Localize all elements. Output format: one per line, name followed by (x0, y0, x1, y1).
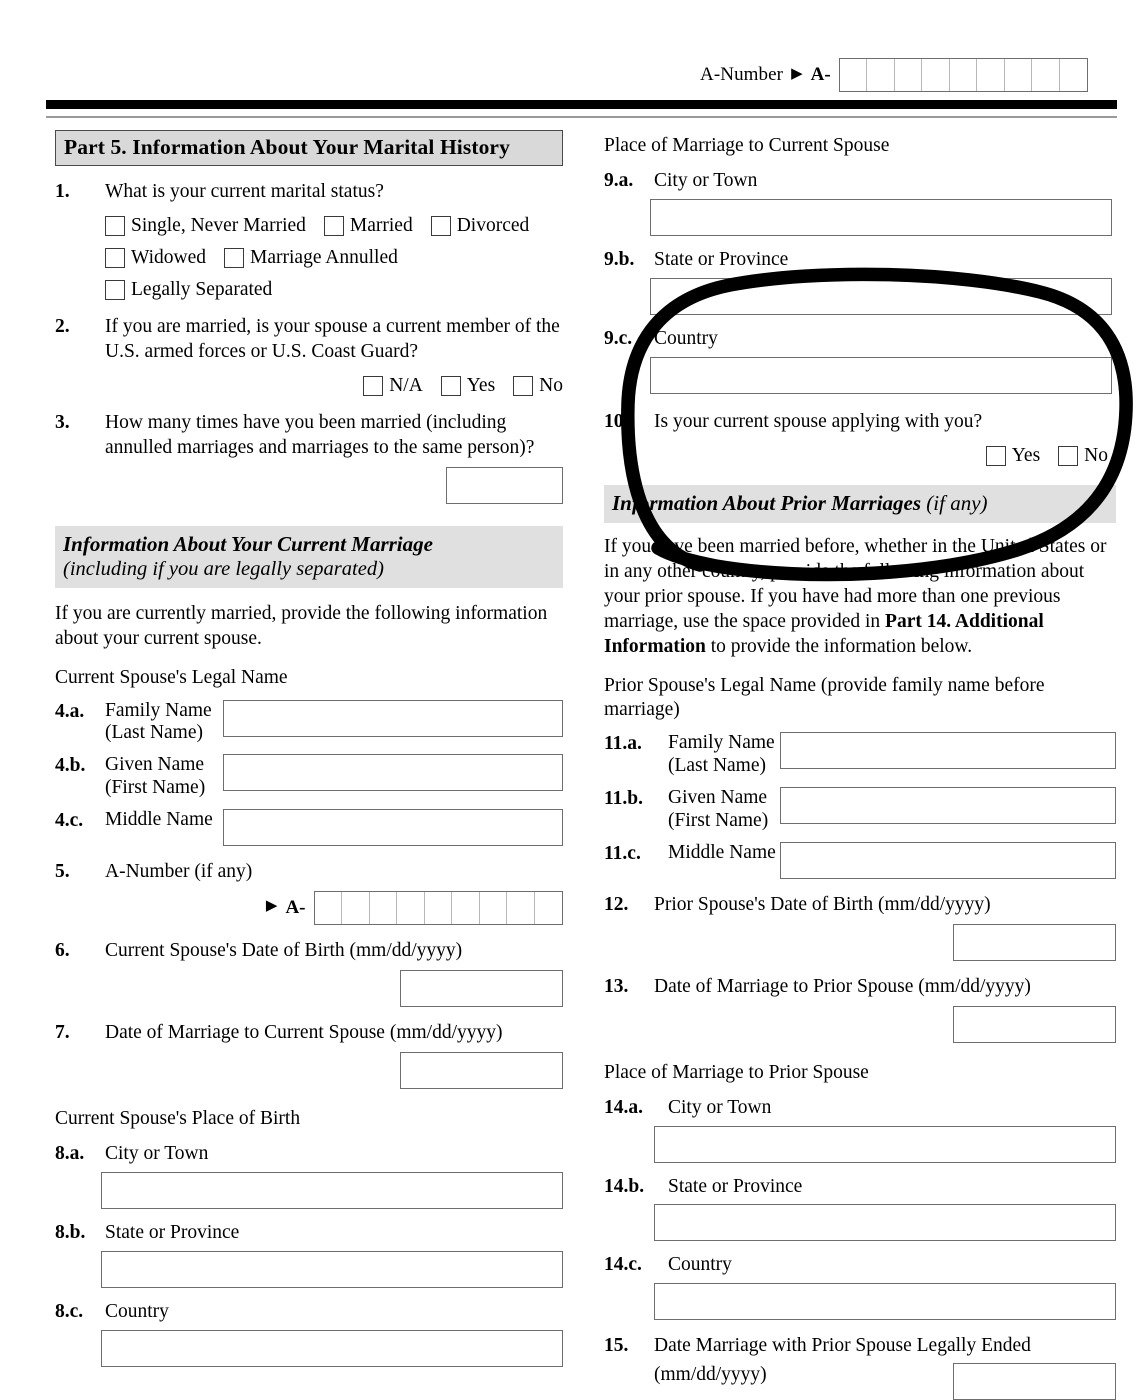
label-line-1: Family Name (668, 732, 775, 754)
question-1-number: 1. (55, 181, 70, 202)
checkbox-icon[interactable] (513, 376, 533, 396)
question-4b-number: 4.b. (55, 755, 86, 777)
label-line-1: Middle Name (668, 841, 776, 863)
label-line-1: Family Name (105, 699, 212, 721)
prior-marriages-band-line2: (if any) (926, 490, 988, 515)
question-11a (604, 732, 1116, 778)
question-15 (604, 1334, 1116, 1359)
question-5-text: A-Number (if any) (105, 860, 253, 882)
anumber-cell[interactable] (977, 59, 1005, 91)
marital-status-options-row-1 (105, 215, 563, 237)
question-8b-number: 8.b. (55, 1221, 86, 1243)
anumber-cell[interactable] (425, 892, 453, 924)
header-divider-thick (46, 100, 1117, 109)
marriage-state-input[interactable] (650, 278, 1112, 315)
question-14b-number: 14.b. (604, 1175, 645, 1197)
prior-marriage-country-input[interactable] (654, 1283, 1116, 1320)
anumber-cell[interactable] (480, 892, 508, 924)
checkbox-married[interactable] (324, 215, 413, 237)
question-11b-number: 11.b. (604, 788, 644, 810)
place-of-marriage-label: Place of Marriage to Current Spouse (604, 135, 890, 156)
question-14a-number: 14.a. (604, 1096, 643, 1118)
given-name-input[interactable] (223, 754, 563, 791)
question-15-text-line1: Date Marriage with Prior Spouse Legally Ended (654, 1335, 1031, 1357)
prior-spouse-dob-input[interactable] (953, 924, 1116, 961)
checkbox-icon[interactable] (986, 446, 1006, 466)
marriage-country-input[interactable] (650, 357, 1112, 394)
question-8a-text: City or Town (105, 1142, 209, 1164)
prior-marriage-date-field-wrap (604, 1006, 1116, 1043)
current-marriage-band (55, 526, 563, 588)
marriage-city-input[interactable] (650, 199, 1112, 236)
anumber-cell[interactable] (370, 892, 398, 924)
prior-intro-part-1: If you have been married before, whether in the United States or in any other country, provide the following information about your prior spouse. If you have had more than one previous marriage, use the space provided in (604, 535, 1107, 632)
marital-status-options-row-2 (105, 247, 563, 269)
question-14b (604, 1175, 1116, 1200)
checkbox-yes[interactable] (441, 375, 495, 397)
right-triangle-icon: ▶ (791, 65, 803, 82)
spouse-birth-city-input[interactable] (101, 1172, 563, 1209)
checkbox-na[interactable] (363, 375, 423, 397)
checkbox-widowed[interactable] (105, 247, 206, 269)
prior-family-name-input[interactable] (780, 732, 1116, 769)
question-9a-text: City or Town (654, 169, 758, 191)
marriage-count-field-wrap (55, 467, 563, 504)
question-7 (55, 1021, 563, 1046)
question-15-text (654, 1334, 1116, 1359)
option-label: Divorced (456, 214, 530, 236)
question-13-text: Date of Marriage to Prior Spouse (mm/dd/yyyy) (654, 975, 1031, 997)
question-14a-text: City or Town (668, 1096, 772, 1118)
prior-intro-bold: Part 14. Additional Information (604, 610, 1044, 657)
question-4a-number: 4.a. (55, 700, 85, 722)
question-9a (604, 169, 1116, 194)
marriage-count-input[interactable] (446, 467, 563, 504)
checkbox-single-never-married[interactable] (105, 215, 306, 237)
left-column (55, 130, 563, 1367)
label-line-2: (First Name) (668, 809, 769, 831)
checkbox-icon[interactable] (224, 248, 244, 268)
place-of-marriage-prior-label: Place of Marriage to Prior Spouse (604, 1061, 869, 1083)
anumber-cell[interactable] (342, 892, 370, 924)
anumber-cell[interactable] (867, 59, 895, 91)
anumber-cell[interactable] (1032, 59, 1060, 91)
current-spouse-place-of-birth-label: Current Spouse's Place of Birth (55, 1107, 301, 1129)
anumber-input-boxes[interactable] (839, 58, 1089, 92)
prior-marriages-band (604, 485, 1116, 523)
question-7-text: Date of Marriage to Current Spouse (mm/dd/yyyy) (105, 1021, 503, 1043)
spouse-birth-country-input[interactable] (101, 1330, 563, 1367)
checkbox-icon[interactable] (363, 376, 383, 396)
checkbox-icon[interactable] (441, 376, 461, 396)
prior-intro-part-2: to provide the information below. (705, 635, 973, 657)
question-8c-number: 8.c. (55, 1300, 84, 1322)
current-marriage-band-line1: Information About Your Current Marriage (63, 531, 433, 556)
spouse-birth-state-input[interactable] (101, 1251, 563, 1288)
question-2 (55, 315, 563, 365)
question-5-number: 5. (55, 860, 70, 882)
question-6-text: Current Spouse's Date of Birth (mm/dd/yyyy) (105, 939, 463, 961)
question-9a-number: 9.a. (604, 169, 634, 191)
checkbox-legally-separated[interactable] (105, 279, 272, 301)
current-marriage-band-line2: (including if you are legally separated) (63, 557, 384, 580)
checkbox-marriage-annulled[interactable] (224, 247, 398, 269)
anumber-cell[interactable] (452, 892, 480, 924)
question-13-number: 13. (604, 975, 629, 997)
question-11a-label (668, 732, 780, 778)
question-15-text-line2: (mm/dd/yyyy) (654, 1364, 767, 1386)
checkbox-divorced[interactable] (431, 215, 530, 237)
question-6 (55, 939, 563, 964)
spouse-dob-input[interactable] (400, 970, 563, 1007)
anumber-cell[interactable] (922, 59, 950, 91)
question-3-number: 3. (55, 411, 70, 433)
header-divider-thin (46, 116, 1117, 118)
question-8c (55, 1300, 563, 1325)
option-label: Yes (1011, 444, 1041, 466)
checkbox-icon[interactable] (105, 216, 125, 236)
question-9c-text: Country (654, 327, 718, 349)
family-name-input[interactable] (223, 700, 563, 737)
prior-marriages-intro (604, 535, 1116, 660)
middle-name-input[interactable] (223, 809, 563, 846)
option-label: Married (349, 214, 413, 236)
question-4b-label (105, 754, 223, 800)
prior-spouse-dob-field-wrap (604, 924, 1116, 961)
prior-marriage-state-input[interactable] (654, 1204, 1116, 1241)
question-9b-number: 9.b. (604, 248, 635, 270)
question-6-number: 6. (55, 939, 70, 961)
option-label: No (1084, 444, 1108, 466)
question-14c-text: Country (668, 1254, 732, 1276)
question-8a-number: 8.a. (55, 1142, 85, 1164)
question-5 (55, 860, 563, 885)
anumber-cell[interactable] (315, 892, 343, 924)
option-label: No (539, 374, 563, 396)
anumber-cell[interactable] (535, 892, 563, 924)
question-4a-label (105, 700, 223, 746)
marital-status-options-row-3 (105, 279, 563, 301)
right-triangle-icon: ▶ (265, 898, 278, 915)
question-11a-number: 11.a. (604, 733, 642, 755)
question-8c-text: Country (105, 1300, 169, 1322)
anumber-cell[interactable] (507, 892, 535, 924)
question-9c (604, 327, 1116, 352)
question-4c-label (105, 809, 223, 832)
option-label: Marriage Annulled (250, 246, 398, 268)
question-9b (604, 248, 1116, 273)
question-9c-number: 9.c. (604, 327, 633, 349)
current-spouse-legal-name-label: Current Spouse's Legal Name (55, 666, 288, 688)
option-label: N/A (389, 374, 423, 396)
question-9b-text: State or Province (654, 248, 789, 270)
question-10-number: 10. (604, 410, 629, 432)
anumber-label: A-Number (700, 64, 784, 85)
option-label: Yes (466, 374, 496, 396)
question-4b (55, 754, 563, 800)
question-11c-label (668, 842, 780, 865)
prior-middle-name-input[interactable] (780, 842, 1116, 879)
question-8b-text: State or Province (105, 1221, 240, 1243)
question-14b-text: State or Province (668, 1175, 803, 1197)
prior-marriage-date-input[interactable] (953, 1006, 1116, 1043)
question-1 (55, 180, 563, 205)
question-10 (604, 410, 1116, 435)
question-11c-number: 11.c. (604, 842, 641, 864)
question-2-text: If you are married, is your spouse a current member of the U.S. armed forces or U.S. Coast Guard? (105, 315, 560, 362)
question-8a (55, 1142, 563, 1167)
anumber-cell[interactable] (1060, 59, 1088, 91)
anumber-cell[interactable] (840, 59, 868, 91)
anumber-header (700, 58, 1088, 92)
checkbox-icon[interactable] (1058, 446, 1078, 466)
question-10-text: Is your current spouse applying with you? (654, 410, 983, 432)
label-line-2: (Last Name) (105, 722, 203, 744)
anumber-cell[interactable] (397, 892, 425, 924)
question-13 (604, 975, 1116, 1000)
question-1-text: What is your current marital status? (105, 181, 384, 202)
question-14a (604, 1096, 1116, 1121)
label-line-1: Given Name (105, 754, 205, 776)
question-12 (604, 893, 1116, 918)
label-line-2: (Last Name) (668, 755, 766, 777)
option-label: Widowed (131, 246, 207, 268)
checkbox-icon[interactable] (105, 280, 125, 300)
spouse-dob-field-wrap (55, 970, 563, 1007)
prior-marriage-city-input[interactable] (654, 1126, 1116, 1163)
label-line-2: (First Name) (105, 777, 206, 799)
armed-forces-options (55, 375, 563, 397)
marriage-date-input[interactable] (400, 1052, 563, 1089)
option-label: Legally Separated (131, 278, 273, 300)
question-14c-number: 14.c. (604, 1254, 642, 1276)
question-12-number: 12. (604, 893, 629, 915)
anumber-prefix: A- (810, 64, 831, 85)
spouse-anumber-prefix: A- (285, 896, 306, 918)
checkbox-icon[interactable] (431, 216, 451, 236)
anumber-cell[interactable] (895, 59, 923, 91)
question-15-second-line (604, 1363, 1116, 1400)
spouse-anumber-input-boxes[interactable] (314, 891, 564, 925)
current-marriage-intro: If you are currently married, provide the following information about your current spouse. (55, 602, 548, 649)
question-11c (604, 842, 1116, 879)
question-4c-number: 4.c. (55, 809, 84, 831)
checkbox-icon[interactable] (105, 248, 125, 268)
checkbox-no[interactable] (1058, 445, 1108, 467)
question-11b (604, 787, 1116, 833)
right-column (604, 130, 1116, 1400)
label-line-1: Middle Name (105, 808, 213, 830)
question-14c (604, 1253, 1116, 1278)
checkbox-icon[interactable] (324, 216, 344, 236)
marriage-date-field-wrap (55, 1052, 563, 1089)
question-3 (55, 411, 563, 461)
checkbox-yes[interactable] (986, 445, 1040, 467)
anumber-cell[interactable] (950, 59, 978, 91)
question-12-text: Prior Spouse's Date of Birth (mm/dd/yyyy) (654, 893, 991, 915)
prior-marriage-end-date-input[interactable] (953, 1363, 1116, 1400)
question-2-number: 2. (55, 315, 70, 337)
spouse-applying-options (604, 445, 1116, 467)
question-3-text: How many times have you been married (including annulled marriages and marriages to the same person)? (105, 411, 535, 458)
option-label: Single, Never Married (131, 214, 306, 236)
part-5-header: Part 5. Information About Your Marital History (55, 130, 563, 166)
prior-spouse-legal-name-label: Prior Spouse's Legal Name (provide family name before marriage) (604, 674, 1045, 721)
anumber-cell[interactable] (1005, 59, 1033, 91)
question-8b (55, 1221, 563, 1246)
question-4c (55, 809, 563, 846)
question-4a (55, 700, 563, 746)
question-7-number: 7. (55, 1021, 70, 1043)
checkbox-no[interactable] (513, 375, 563, 397)
prior-given-name-input[interactable] (780, 787, 1116, 824)
spouse-anumber-row (55, 891, 563, 925)
question-15-number: 15. (604, 1335, 629, 1357)
prior-marriages-band-line1: Information About Prior Marriages (612, 490, 922, 515)
label-line-1: Given Name (668, 787, 768, 809)
question-11b-label (668, 787, 780, 833)
